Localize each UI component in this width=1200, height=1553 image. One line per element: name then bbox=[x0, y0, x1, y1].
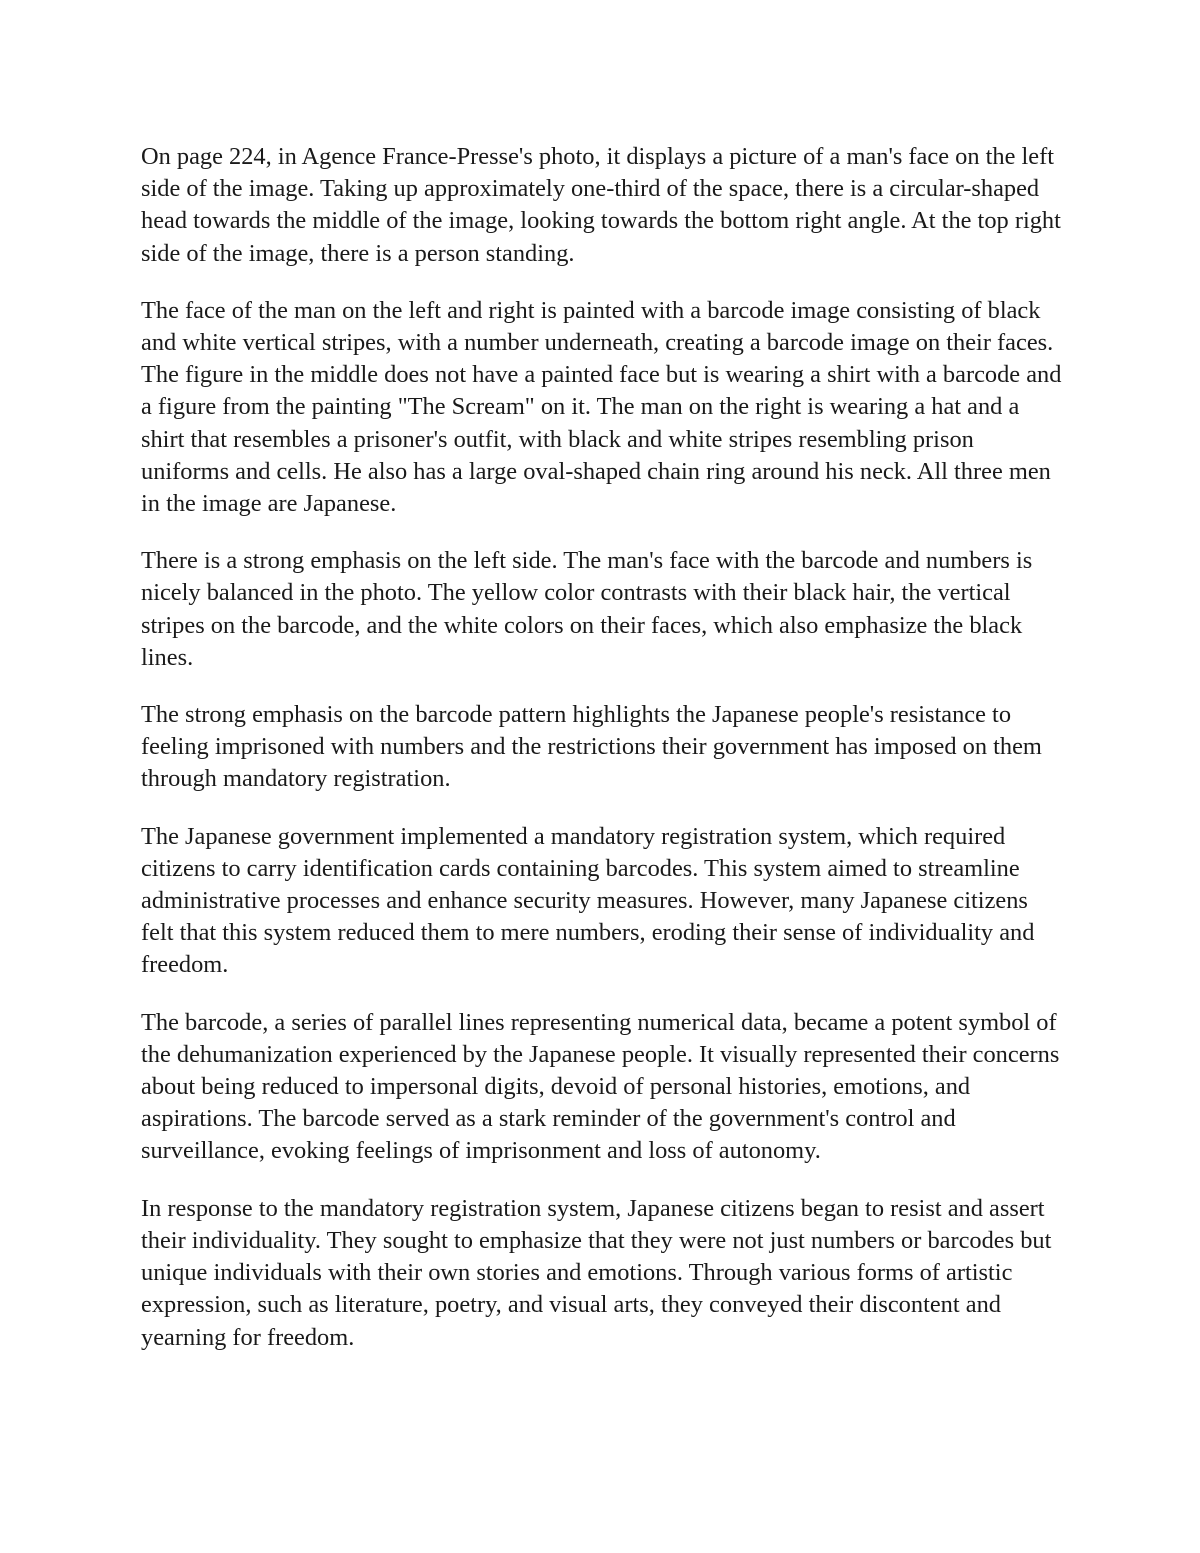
paragraph-emphasis: There is a strong emphasis on the left side. The man's face with the barcode and numbers is nicely balanced in the photo. The yellow color contrasts with their black hair, the vertical stripes on the barcode, and the white colors on their faces, which also emphasize the black lines. bbox=[141, 547, 1033, 671]
paragraph-photo-description: On page 224, in Agence France-Presse's photo, it displays a picture of a man's face on the left side of the image. Taking up approximately one-third of the space, there is a circular-shaped head towards the middle of the image, looking towards the bottom right angle. At the top right side of the image, there is a person standing. bbox=[141, 143, 1061, 267]
paragraph-barcode-symbol: The barcode, a series of parallel lines representing numerical data, became a potent symbol of the dehumanization experienced by the Japanese people. It visually represented their concerns about being reduced to impersonal digits, devoid of personal histories, emotions, and aspirations. The barcode served as a stark reminder of the government's control and surveillance, evoking feelings of imprisonment and loss of autonomy. bbox=[141, 1008, 1060, 1165]
paragraph-citizen-response: In response to the mandatory registration system, Japanese citizens began to resist and assert their individuality. They sought to emphasize that they were not just numbers or barcodes but unique individuals with their own stories and emotions. Through various forms of artistic expression, such as literature, poetry, and visual arts, they conveyed their discontent and yearning for freedom. bbox=[141, 1194, 1052, 1351]
paragraph-registration-system: The Japanese government implemented a mandatory registration system, which required citizens to carry identification cards containing barcodes. This system aimed to streamline administrative processes and enhance security measures. However, many Japanese citizens felt that this system reduced them to mere numbers, eroding their sense of individuality and freedom. bbox=[141, 822, 1035, 979]
paragraph-barcode-faces: The face of the man on the left and right is painted with a barcode image consisting of black and white vertical stripes, with a number underneath, creating a barcode image on their faces. The figure in the middle does not have a painted face but is wearing a shirt with a barcode and a figure from the painting "The Scream" on it. The man on the right is wearing a hat and a shirt that resembles a prisoner's outfit, with black and white stripes resembling prison uniforms and cells. He also has a large oval-shaped chain ring around his neck. All three men in the image are Japanese. bbox=[141, 296, 1062, 518]
paragraph-resistance: The strong emphasis on the barcode pattern highlights the Japanese people's resistance to feeling imprisoned with numbers and the restrictions their government has imposed on them through mandatory registration. bbox=[141, 701, 1042, 793]
document-body bbox=[141, 141, 1066, 1379]
